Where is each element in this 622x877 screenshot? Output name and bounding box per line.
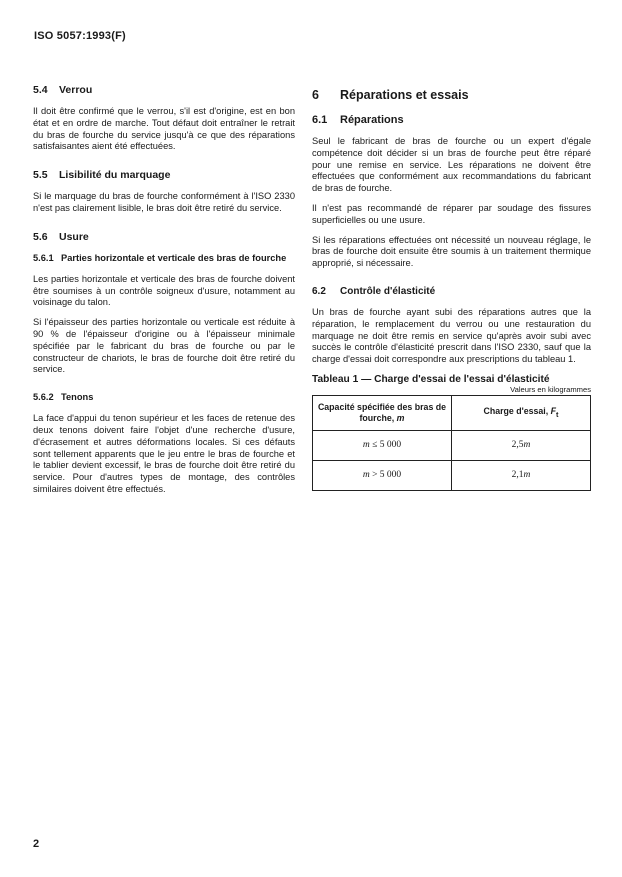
section-number: 6 xyxy=(312,88,319,102)
section-5-4-text: Il doit être confirmé que le verrou, s'il est d'origine, est en bon état et en ordre de marche. Tout défaut doit entraîner le retrait du bras de fourche du service jusqu'à ce que des réparations satisfaisantes aient été effectuées. xyxy=(33,106,295,152)
right-column xyxy=(312,84,591,491)
table-row xyxy=(313,460,591,490)
section-6-1-heading xyxy=(312,114,591,126)
table-cell-test-load: 2,5m xyxy=(452,430,591,460)
section-5-6-2-text: La face d'appui du tenon supérieur et les faces de retenue des deux tenons doivent faire l'objet d'une recherche d'usure, d'écrasement et autres déformations locales. Si ces défauts sont tellement apparents que le jeu entre le bras de fourche et le tablier devient excessif, le bras de fourche doit être retiré du service. Pour d'autres types de montage, des contrôles similaires doivent être effectués. xyxy=(33,413,295,494)
page-number: 2 xyxy=(33,838,40,850)
section-5-6-1-paragraph-2: Si l'épaisseur des parties horizontale ou verticale est réduite à 90 % de l'épaisseur d'origine ou à l'épaisseur minimale spécifiée par le fabricant du bras de fourche ou par le constructeur de chariots, le bras de fourche doit être retiré du service. xyxy=(33,317,295,375)
section-6-1-paragraph-3: Si les réparations effectuées ont nécessité un nouveau réglage, le bras de fourche doit ensuite être soumis à un traitement thermique approprié, si nécessaire. xyxy=(312,234,591,269)
section-5-6-heading xyxy=(33,231,295,243)
table-cell-capacity: m ≤ 5 000 xyxy=(313,430,452,460)
section-number: 5.4 xyxy=(33,84,48,96)
section-number: 5.6 xyxy=(33,230,48,243)
section-6-2-text: Un bras de fourche ayant subi des réparations autres que la réparation, le remplacement du verrou ou une restauration du marquage ne doit être remis en service qu'après avoir subi avec succès le contrôle d'élasticité prescrit dans l'ISO 2330, sauf que la charge d'essai doit correspondre aux prescriptions du tableau 1. xyxy=(312,306,591,365)
section-title: Usure xyxy=(59,230,89,243)
section-6-1-paragraph-2: Il n'est pas recommandé de réparer par soudage des fissures superficielles ou une usure. xyxy=(312,202,591,225)
section-5-4-heading xyxy=(33,84,295,96)
section-number: 5.5 xyxy=(33,169,48,182)
section-number: 6.2 xyxy=(312,285,326,297)
section-number: 5.6.2 xyxy=(33,392,54,403)
table-header-row xyxy=(313,395,591,430)
section-5-5-heading xyxy=(33,169,295,181)
section-title: Contrôle d'élasticité xyxy=(340,285,436,297)
section-title: Réparations et essais xyxy=(340,88,469,102)
section-5-6-2-heading xyxy=(33,392,295,403)
section-6-heading xyxy=(312,88,591,102)
section-number: 5.6.1 xyxy=(33,252,54,263)
section-title: Parties horizontale et verticale des bras de fourche xyxy=(61,252,287,263)
table-cell-capacity: m > 5 000 xyxy=(313,460,452,490)
table-cell-test-load: 2,1m xyxy=(452,460,591,490)
table-unit: Valeurs en kilogrammes xyxy=(510,384,591,394)
column-header-test-load: Charge d'essai, $F_t$ xyxy=(452,395,591,430)
section-5-6-1-paragraph-1: Les parties horizontale et verticale des bras de fourche doivent être soumises à un contrôle soigneux d'usure, notamment au voisinage du talon. xyxy=(33,273,295,308)
table-title: Tableau 1 — Charge d'essai de l'essai d'élasticité xyxy=(312,373,550,385)
table-row xyxy=(313,430,591,460)
section-title: Verrou xyxy=(59,84,93,96)
section-title: Réparations xyxy=(340,114,404,126)
section-5-6-1-heading xyxy=(33,253,295,264)
section-6-1-paragraph-1: Seul le fabricant de bras de fourche ou un expert d'égale compétence doit décider si un bras de fourche peut être réparé pour une remise en service. Les réparations ne doivent être effectuées que conformément aux recommandations du fabricant de bras de fourche. xyxy=(312,136,591,194)
left-column xyxy=(33,84,295,504)
section-number: 6.1 xyxy=(312,114,328,126)
section-5-5-text: Si le marquage du bras de fourche conformément à l'ISO 2330 n'est pas clairement lisible, le bras doit être retiré du service. xyxy=(33,191,295,213)
column-header-capacity: Capacité spécifiée des bras de fourche, m xyxy=(313,395,452,430)
document-header: ISO 5057:1993(F) xyxy=(34,30,126,42)
section-6-2-heading xyxy=(312,286,591,297)
test-load-table xyxy=(312,395,591,491)
section-title: Tenons xyxy=(61,392,94,403)
section-title: Lisibilité du marquage xyxy=(59,169,171,182)
